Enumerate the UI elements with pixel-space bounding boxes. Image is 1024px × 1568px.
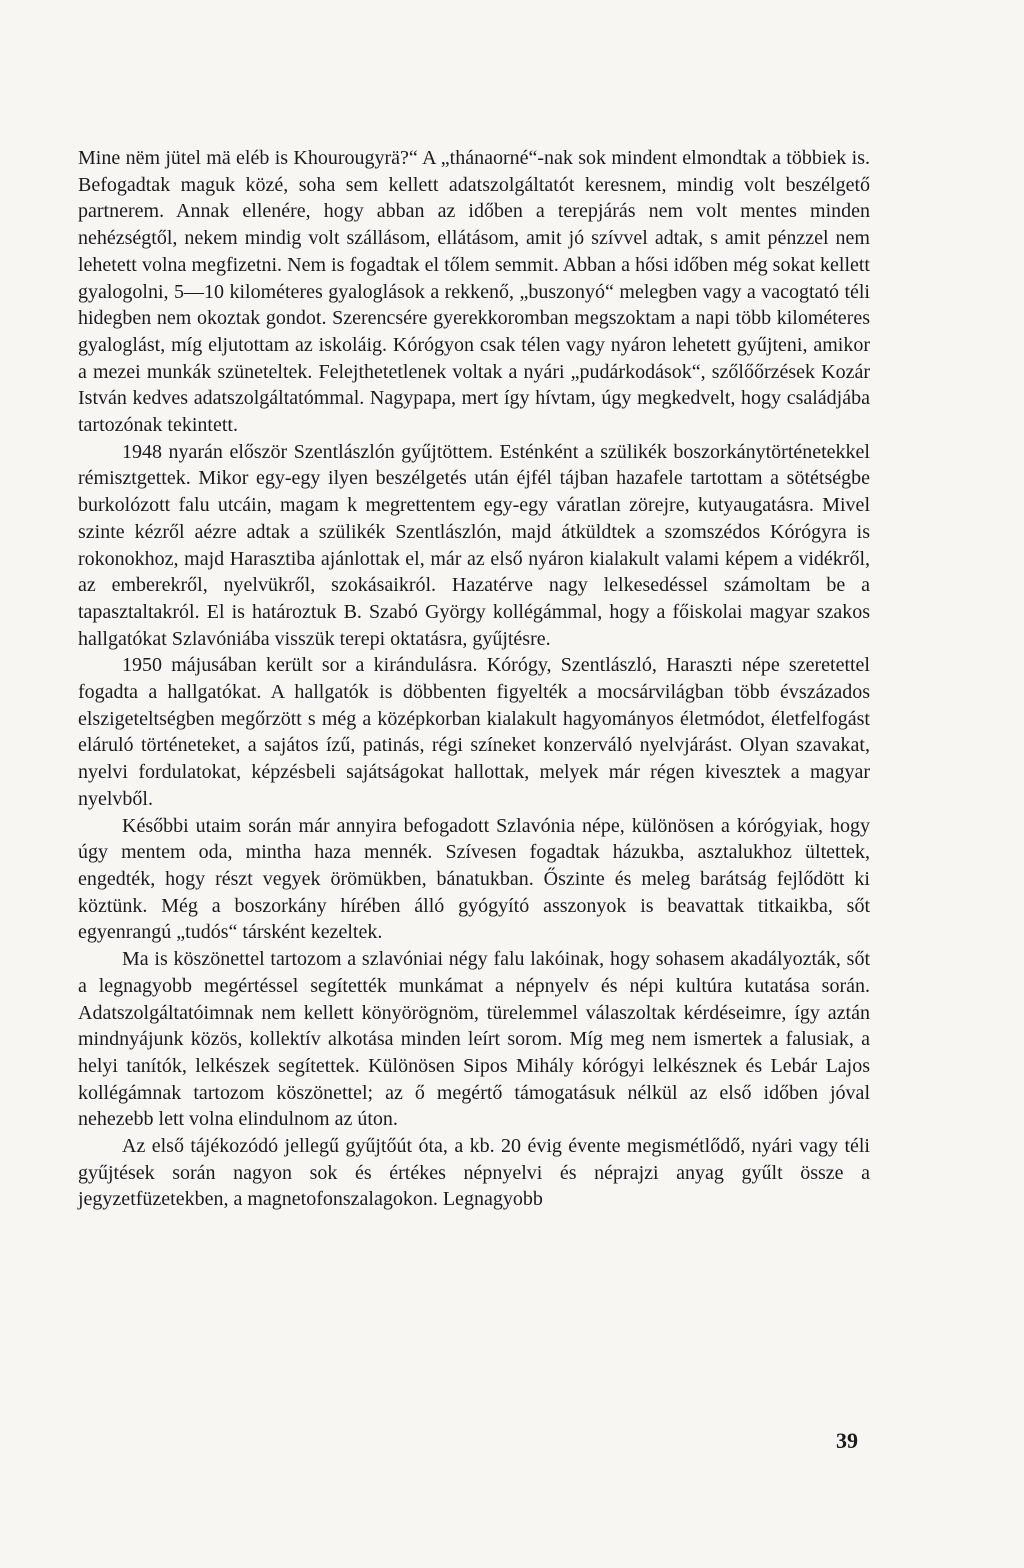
- paragraph-2: 1948 nyarán először Szentlászlón gyűjtöttem. Esténként a szülikék boszorkánytörténetekkel rémisztgettek. Mikor egy-egy ilyen beszélgetés után éjfél tájban hazafele tartottam a sötétségbe burkolózott falu utcáin, magam k megrettentem egy-egy váratlan zörejre, kutyaugatásra. Mivel szinte kézről aézre adtak a szülikék Szentlászlón, majd átküldtek a szomszédos Kórógyra is rokonokhoz, majd Harasztiba ajánlottak el, már az első nyáron kialakult valami képem a vidékről, az emberekről, nyelvükről, szokásaikról. Hazatérve nagy lelkesedéssel számoltam be a tapasztaltakról. El is határoztuk B. Szabó György kollégámmal, hogy a főiskolai magyar szakos hallgatókat Szlavóniába visszük terepi oktatásra, gyűjtésre.: [78, 440, 870, 650]
- paragraph-4: Későbbi utaim során már annyira befogadott Szlavónia népe, különösen a kórógyiak, hogy úgy mentem oda, mintha haza mennék. Szívesen fogadtak házukba, asztalukhoz ültettek, engedték, hogy részt vegyek örömükben, bánatukban. Őszinte és meleg barátság fejlődött ki köztünk. Még a boszorkány hírében álló gyógyító asszonyok is beavattak titkaikba, sőt egyenrangú „tudós“ társként kezeltek.: [78, 814, 870, 944]
- paragraph-6: Az első tájékozódó jellegű gyűjtőút óta, a kb. 20 évig évente megismétlődő, nyári vagy téli gyűjtések során nagyon sok és értékes népnyelvi és néprajzi anyag gyűlt össze a jegyzetfüzetekben, a magnetofonszalagokon. Legnagyobb: [78, 1135, 870, 1211]
- paragraph-3: 1950 májusában került sor a kirándulásra. Kórógy, Szentlászló, Haraszti népe szeretettel fogadta a hallgatókat. A hallgatók is döbbenten figyelték a mocsárvilágban több évszázados elszigeteltségben megőrzött s még a középkorban kialakult hagyományos életmódot, életfelfogást eláruló történeteket, a sajátos ízű, patinás, régi színeket konzerváló nyelvjárást. Olyan szavakat, nyelvi fordulatokat, képzésbeli sajátságokat hallottak, melyek már régen kivesztek a magyar nyelvből.: [78, 654, 870, 810]
- paragraph-1: Mine nëm jütel mä eléb is Khourougyrä?“ A „thánaorné“-nak sok mindent elmondtak a többiek is. Befogadtak maguk közé, soha sem kellett adatszolgáltatót keresnem, mindig volt beszélgető partnerem. Annak ellenére, hogy abban az időben a terepjárás nem volt mentes minden nehézségtől, nekem mindig volt szállásom, ellátásom, amit jó szívvel adtak, s amit pénzzel nem lehetett volna megfizetni. Nem is fogadtak el tőlem semmit. Abban a hősi időben még sokat kellett gyalogolni, 5—10 kilométeres gyaloglások a rekkenő, „buszonyó“ melegben vagy a vacogtató téli hidegben nem okoztak gondot. Szerencsére gyerekkoromban megszoktam a napi több kilométeres gyaloglást, míg eljutottam az iskoláig. Kórógyon csak télen vagy nyáron lehetett gyűjteni, amikor a mezei munkák szüneteltek. Felejthetetlenek voltak a nyári „pudárkodások“, szőlőőrzések Kozár István kedves adatszolgáltatómmal. Nagypapa, mert így hívtam, úgy megkedvelt, hogy családjába tartozónak tekintett.: [78, 147, 870, 437]
- paragraph-5: Ma is köszönettel tartozom a szlavóniai négy falu lakóinak, hogy sohasem akadályozták, sőt a legnagyobb megértéssel segítették munkámat a népnyelv és népi kultúra kutatása során. Adatszolgáltatóimnak nem kellett könyörögnöm, türelemmel válaszoltak kérdéseimre, így aztán mindnyájunk közös, kollektív alkotása minden leírt sorom. Míg meg nem ismertek a falusiak, a helyi tanítók, lelkészek segítettek. Különösen Sipos Mihály kórógyi lelkésznek és Lebár Lajos kollégámnak tartozom köszönettel; az ő megértő támogatásuk nélkül az első időben jóval nehezebb lett volna elindulnom az úton.: [78, 948, 870, 1131]
- page-body: [78, 145, 870, 1213]
- page-number: 39: [836, 1428, 858, 1453]
